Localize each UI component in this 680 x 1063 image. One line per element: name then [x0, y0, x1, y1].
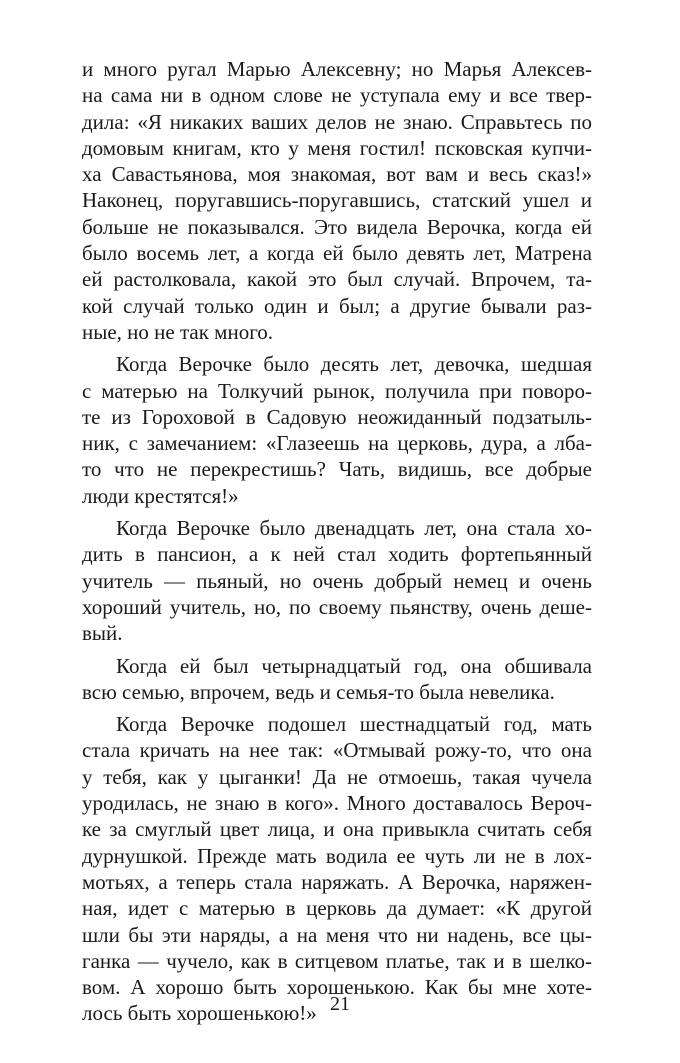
text-line: ная, идет с матерью в церковь да думает: «К другой: [82, 896, 592, 921]
text-line: Наконец, поругавшись-поругавшись, статский ушел и: [82, 188, 592, 213]
text-line: всю семью, впрочем, ведь и семья-то была невелика.: [82, 679, 555, 704]
text-line: хороший учитель, но, по своему пьянству, очень деше-: [82, 594, 592, 619]
text-line: больше не показывался. Это видела Верочка, когда ей: [82, 214, 592, 239]
text-line: мотьях, а теперь стала наряжать. А Верочка, наряжен-: [82, 869, 592, 894]
text-line: дурнушкой. Прежде мать водила ее чуть ли не в лох-: [82, 843, 592, 868]
text-line: с матерью на Толкучий рынок, получила при поворо-: [82, 378, 592, 403]
text-line: у тебя, как у цыганки! Да не отмоешь, такая чучела: [82, 764, 592, 789]
text-line: кой случай только один и был; а другие бывали раз-: [82, 293, 592, 318]
text-line: ник, с замечанием: «Глазеешь на церковь, дура, а лба-: [82, 431, 592, 456]
text-line: ке за смуглый цвет лица, и она привыкла считать себя: [82, 817, 592, 842]
text-line: Когда Верочке было двенадцать лет, она стала хо-: [116, 516, 592, 541]
paragraph: [82, 56, 592, 345]
text-line: лось быть хорошенькою!»: [82, 1001, 317, 1026]
text-line: дила: «Я никаких ваших делов не знаю. Справьтесь по: [82, 109, 592, 134]
text-line: ей растолковала, какой это был случай. Впрочем, та-: [82, 267, 592, 292]
text-line: Когда Верочке подошел шестнадцатый год, мать: [116, 712, 592, 737]
text-line: уродилась, не знаю в кого». Много доставалось Вероч-: [82, 791, 592, 816]
text-line: и много ругал Марью Алексевну; но Марья Алексев-: [82, 57, 592, 81]
text-line: шли бы эти наряды, а на меня что ни надень, все цы-: [82, 922, 592, 947]
text-line: ха Савастьянова, моя знакомая, вот вам и весь сказ!»: [82, 162, 592, 187]
page-number: 21: [330, 993, 350, 1015]
text-line: то что не перекрестишь? Чать, видишь, все добрые: [82, 457, 592, 482]
paragraph: [82, 515, 592, 646]
text-line: дить в пансион, а к ней стал ходить фортепьянный: [82, 542, 592, 567]
book-page-body: [82, 56, 592, 1027]
text-line: Когда ей был четырнадцатый год, она обшивала: [116, 653, 592, 678]
text-line: люди крестятся!»: [82, 483, 239, 508]
paragraph: [82, 711, 592, 1027]
text-line: домовым книгам, кто у меня гостил! псковская купчи-: [82, 135, 592, 160]
text-line: вом. А хорошо быть хорошенькою. Как бы мне хоте-: [82, 975, 592, 1000]
paragraph: [82, 653, 592, 706]
text-line: стала кричать на нее так: «Отмывай рожу-то, что она: [82, 738, 592, 763]
text-line: на сама ни в одном слове не уступала ему и все твер-: [82, 83, 592, 108]
text-line: было восемь лет, а когда ей было девять лет, Матрена: [82, 241, 592, 266]
paragraph: [82, 351, 592, 509]
text-line: те из Гороховой в Садовую неожиданный подзатыль-: [82, 404, 592, 429]
text-line: ные, но не так много.: [82, 319, 274, 344]
text-line: учитель — пьяный, но очень добрый немец и очень: [82, 568, 592, 593]
text-line: вый.: [82, 621, 123, 646]
text-line: Когда Верочке было десять лет, девочка, шедшая: [116, 352, 592, 377]
text-line: ганка — чучело, как в ситцевом платье, так и в шелко-: [82, 948, 592, 973]
